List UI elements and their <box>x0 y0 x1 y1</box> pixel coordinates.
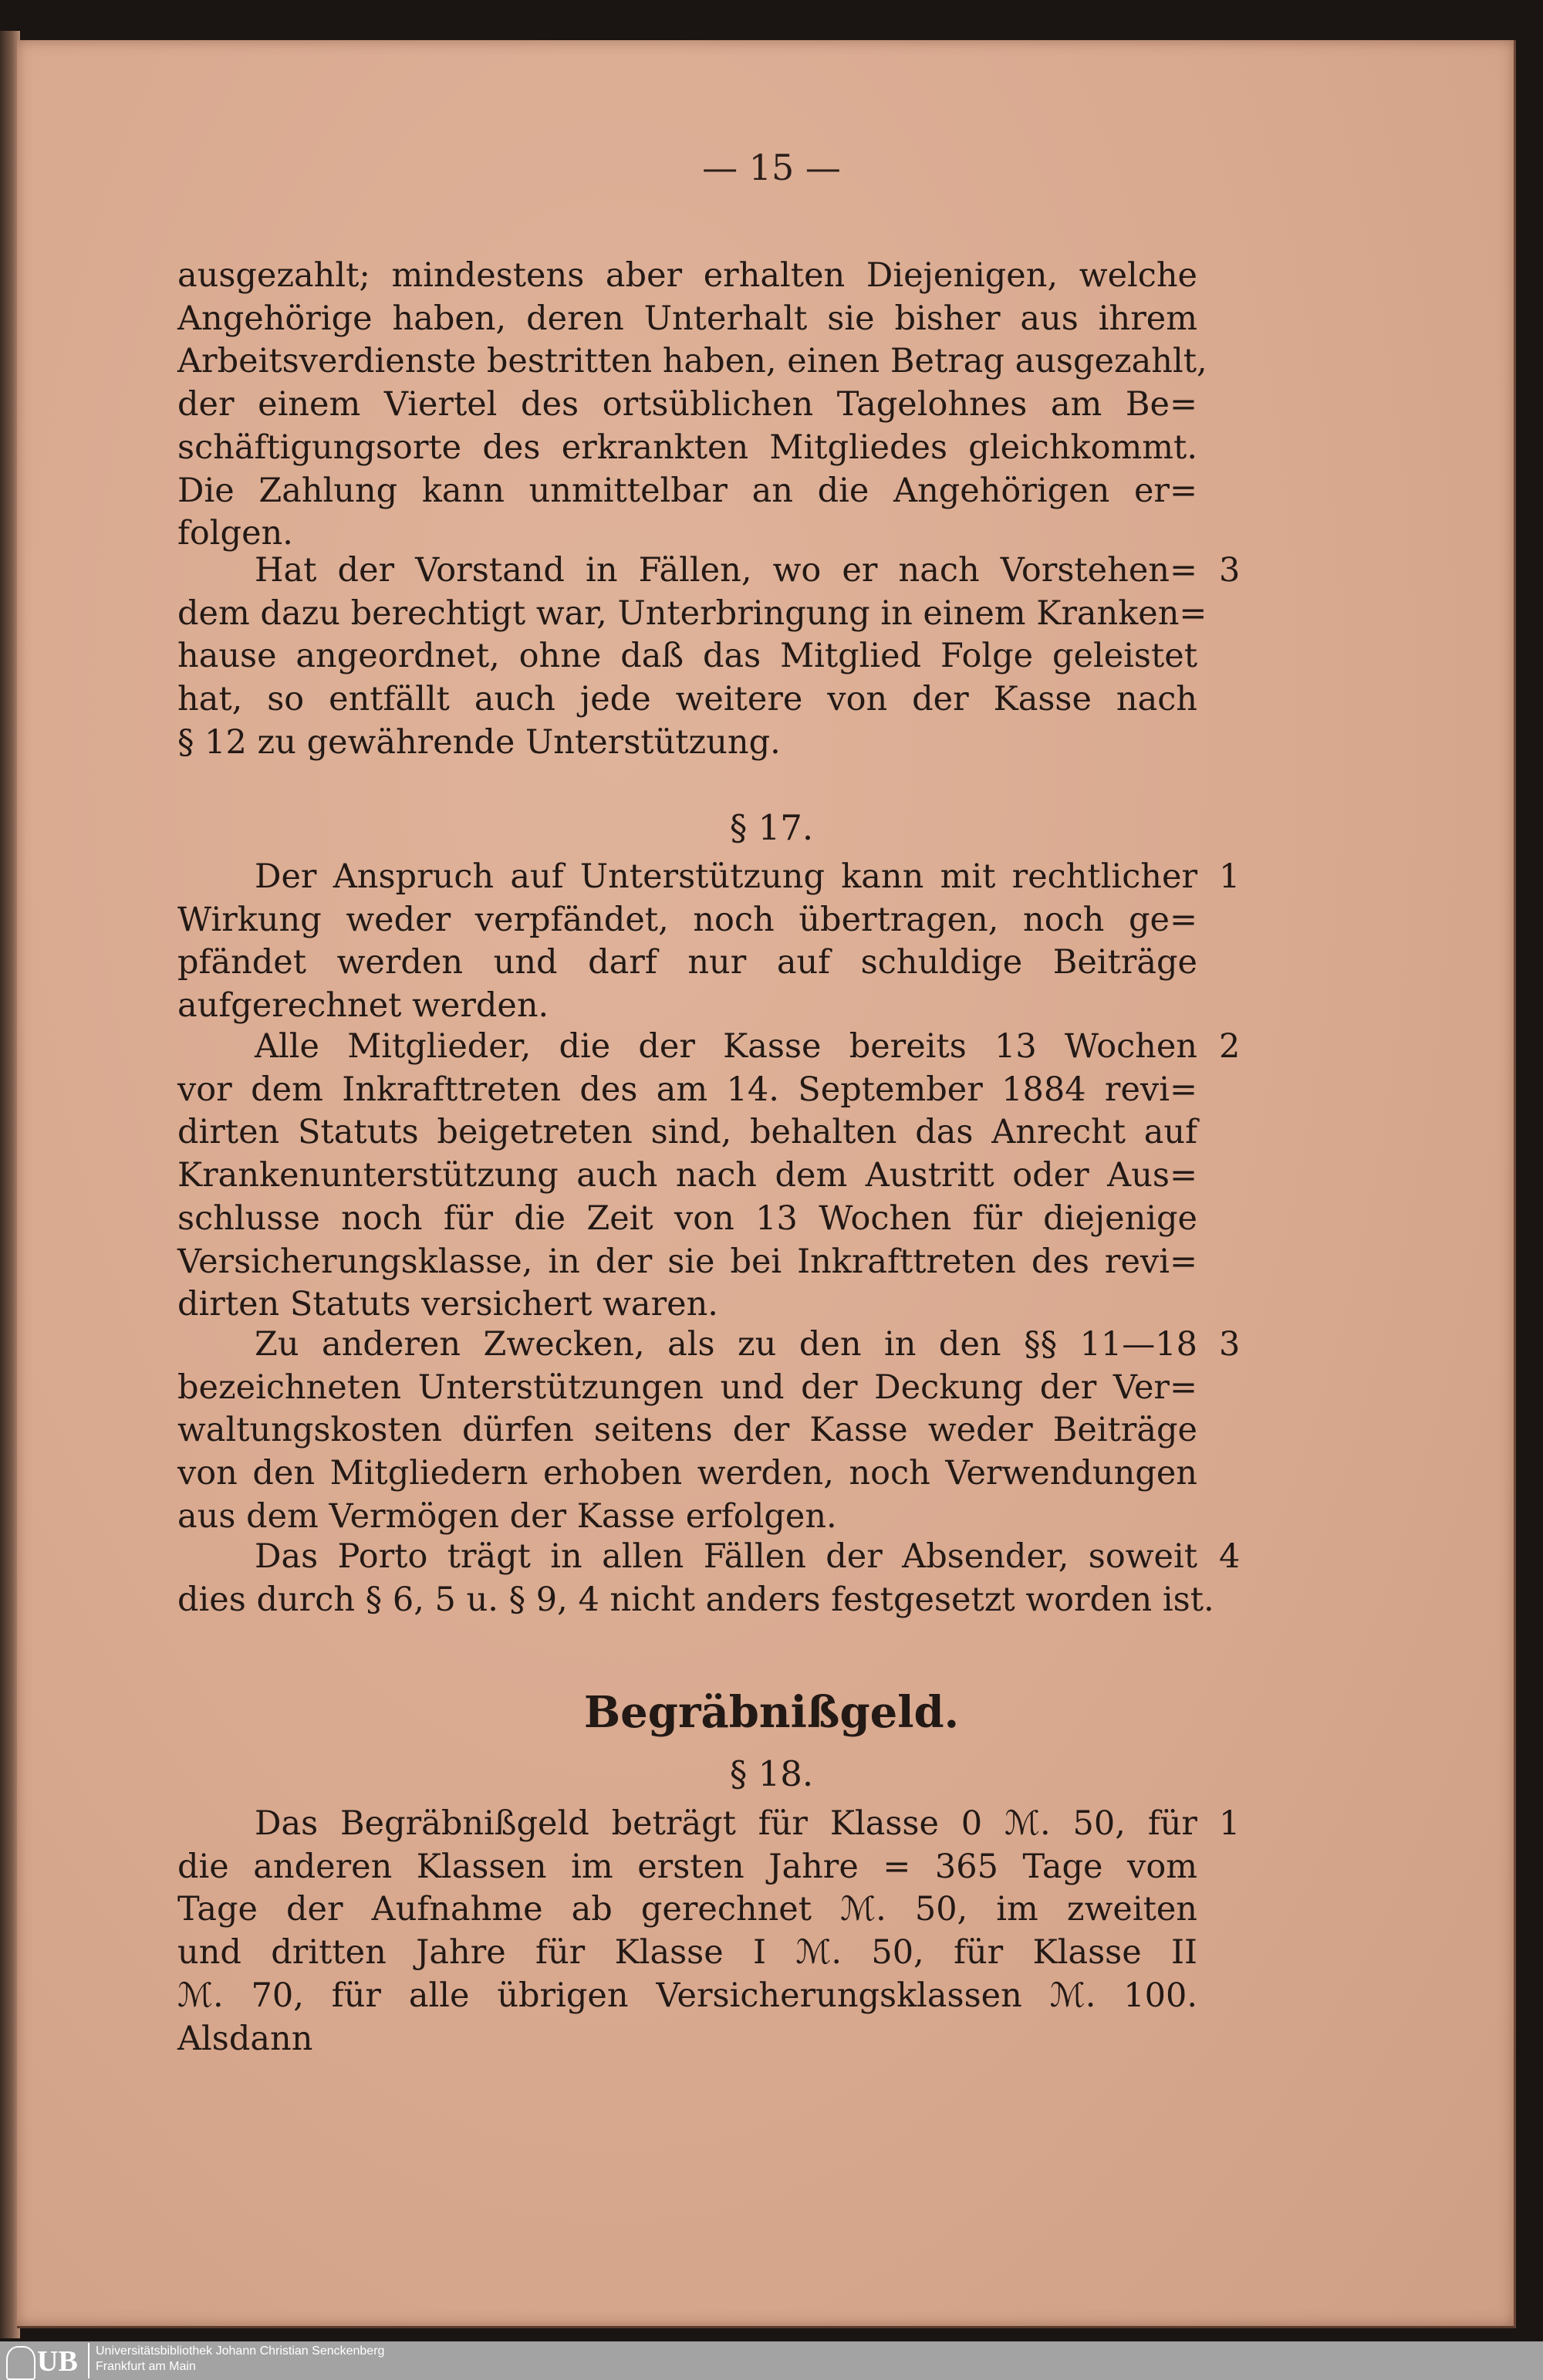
paragraph-number: 1 <box>1219 857 1241 896</box>
text-line: pfändet werden und darf nur auf schuldige Beiträge <box>177 943 1197 982</box>
library-footer <box>0 2341 1543 2380</box>
text-line: vor dem Inkrafttreten des am 14. September 1884 revi= <box>177 1070 1197 1109</box>
text-line: Arbeitsverdienste bestritten haben, einen Betrag ausgezahlt, <box>177 342 1207 381</box>
text-line: Das Porto trägt in allen Fällen der Absender, soweit <box>255 1537 1197 1576</box>
library-logo <box>3 2343 89 2378</box>
text-line: hat, so entfällt auch jede weitere von der Kasse nach <box>177 680 1197 719</box>
paragraph-number: 4 <box>1219 1537 1241 1576</box>
text-line: bezeichneten Unterstützungen und der Deckung der Ver= <box>177 1367 1197 1407</box>
text-line: folgen. <box>177 514 293 553</box>
text-line: aus dem Vermögen der Kasse erfolgen. <box>177 1496 837 1536</box>
text-line: waltungskosten dürfen seitens der Kasse weder Beiträge <box>177 1411 1197 1450</box>
text-line: ℳ. 70, für alle übrigen Versicherungsklassen ℳ. 100. <box>177 1976 1197 2015</box>
text-line: hause angeordnet, ohne daß das Mitglied Folge geleistet <box>177 637 1197 676</box>
section-18-heading: § 18. <box>729 1753 814 1794</box>
text-line: Versicherungsklasse, in der sie bei Inkrafttreten des revi= <box>177 1242 1197 1281</box>
text-line: schäftigungsorte des erkrankten Mitgliedes gleichkommt. <box>177 428 1197 467</box>
text-line: Die Zahlung kann unmittelbar an die Angehörigen er= <box>177 471 1197 510</box>
text-line: dirten Statuts versichert waren. <box>177 1285 718 1324</box>
text-line: von den Mitgliedern erhoben werden, noch Verwendungen <box>177 1454 1197 1493</box>
text-line: aufgerechnet werden. <box>177 986 549 1026</box>
portrait-icon <box>6 2346 35 2380</box>
text-line: Alle Mitglieder, die der Kasse bereits 13 Wochen <box>255 1027 1197 1066</box>
section-17-heading: § 17. <box>729 807 814 848</box>
text-line: dem dazu berechtigt war, Unterbringung in einem Kranken= <box>177 593 1207 633</box>
library-location: Frankfurt am Main <box>96 2360 196 2373</box>
paragraph-number: 1 <box>1219 1804 1241 1843</box>
text-line: die anderen Klassen im ersten Jahre = 365 Tage vom <box>177 1847 1197 1886</box>
paragraph-number: 3 <box>1219 551 1241 590</box>
library-name: Universitätsbibliothek Johann Christian Senckenberg <box>96 2345 385 2358</box>
text-line: dies durch § 6, 5 u. § 9, 4 nicht anders festgesetzt worden ist. <box>177 1580 1214 1619</box>
text-line: ausgezahlt; mindestens aber erhalten Diejenigen, welche <box>177 256 1197 295</box>
text-line: Krankenunterstützung auch nach dem Austritt oder Aus= <box>177 1156 1197 1195</box>
text-line: und dritten Jahre für Klasse I ℳ. 50, für Klasse II <box>177 1933 1197 1973</box>
text-line: der einem Viertel des ortsüblichen Tagelohnes am Be= <box>177 385 1197 424</box>
text-line: Das Begräbnißgeld beträgt für Klasse 0 ℳ. 50, für <box>255 1804 1197 1843</box>
text-line: Alsdann <box>177 2019 313 2058</box>
text-line: Der Anspruch auf Unterstützung kann mit rechtlicher <box>255 857 1197 896</box>
page-number: — 15 — <box>702 147 841 188</box>
text-line: Zu anderen Zwecken, als zu den in den §§ 11—18 <box>255 1325 1197 1364</box>
paragraph-number: 2 <box>1219 1027 1241 1066</box>
text-line: § 12 zu gewährende Unterstützung. <box>177 722 781 762</box>
paragraph-number: 3 <box>1219 1325 1241 1364</box>
section-title-begraebnisgeld: Begräbnißgeld. <box>583 1687 960 1738</box>
text-line: schlusse noch für die Zeit von 13 Wochen für diejenige <box>177 1198 1197 1238</box>
text-line: Angehörige haben, deren Unterhalt sie bisher aus ihrem <box>177 299 1197 338</box>
logo-text: UB <box>37 2345 78 2378</box>
text-line: Tage der Aufnahme ab gerechnet ℳ. 50, im zweiten <box>177 1890 1197 1929</box>
text-line: Wirkung weder verpfändet, noch übertragen, noch ge= <box>177 900 1197 939</box>
text-line: Hat der Vorstand in Fällen, wo er nach Vorstehen= <box>255 551 1197 590</box>
text-line: dirten Statuts beigetreten sind, behalten das Anrecht auf <box>177 1113 1197 1152</box>
